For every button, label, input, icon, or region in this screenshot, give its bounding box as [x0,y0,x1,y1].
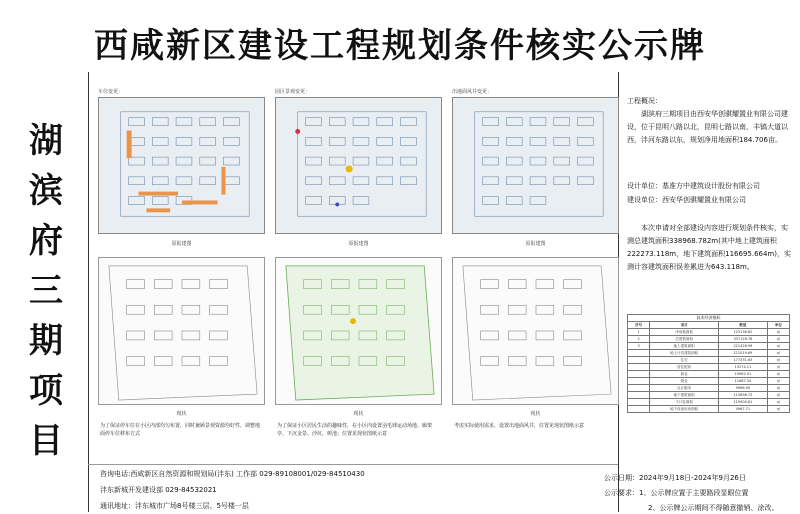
builder-unit: 建设单位：西安华创骐耀置业有限公司 [627,196,746,204]
table-cell: 115696.72 [719,392,768,399]
table-header-row [628,322,790,329]
table-cell: 19962.91 [719,371,768,378]
table-header-cell: 项目 [650,322,719,329]
table-row [628,329,790,336]
tech-econ-table [627,314,790,458]
table-cell: 净用地面积 [650,329,719,336]
table-row [628,350,790,357]
panel-label-parking: 车位变更： [98,89,124,95]
table-cell [628,350,650,357]
designer-unit: 设计单位：基准方中建筑设计股份有限公司 [627,182,760,190]
plan-vent-current [452,257,619,405]
caption-current: 现状 [176,411,187,417]
table-row [628,399,790,406]
office-phone: 沣东新城开发建设部 029-84532021 [100,486,217,494]
plan-vent-original [452,97,619,234]
table-cell: 221019.69 [719,350,768,357]
caption-original: 原报建图 [525,241,546,247]
table-cell [628,364,650,371]
table-cell: 总建筑面积 [650,336,719,343]
table-cell: 居住配套 [650,364,719,371]
table-cell: 地上计容建筑面积 [650,350,719,357]
footer-divider [88,464,618,465]
plan-landscape-original [275,97,442,234]
panel-label-vent: 出地面风井变更： [452,89,493,95]
note-parking: 为了保证停车位在小区内部均匀布置，同时兼顾景观资源均好性，调整地面停车位移布方式 [100,423,261,437]
landscape-highlight [295,129,352,206]
site-plan-drawing [99,258,264,404]
table-row [628,364,790,371]
table-row [628,357,790,364]
table-cell: ㎡ [767,399,789,406]
board-divider-left [88,72,89,512]
notice-requirement-2: 2、公示牌公示期间不得随意撤销、涂改。 [648,504,779,512]
table-header-cell: 序号 [628,322,650,329]
table-cell: 物业 [650,378,719,385]
table-row [628,385,790,392]
site-plan-drawing [99,98,264,233]
note-vent: 考虑实际使用需求，设置出地面风井，位置见现状图纸示意 [454,423,585,429]
table-cell: 住宅 [650,357,719,364]
table-cell [628,392,650,399]
table-row [628,371,790,378]
table-header-cell: 数值 [719,322,768,329]
table-cell: 337128.78 [719,336,768,343]
site-plan-drawing [276,98,441,233]
project-name-vertical [28,116,64,466]
caption-original: 原报建图 [171,241,192,247]
project-name-char: 府 [29,221,63,261]
table-row [628,378,790,385]
site-plan-drawing [453,98,618,233]
plan-parking-original [98,97,265,234]
board-title: 西咸新区建设工程规划条件核实公示牌 [94,26,706,66]
table-cell: ㎡ [767,378,789,385]
project-name-char: 三 [29,271,63,311]
table-cell: 4967.71 [719,406,768,413]
table-cell: 商业 [650,371,719,378]
table-cell [628,357,650,364]
public-notice-period: 公示日期：2024年9月18日-2024年9月26日 [604,474,746,482]
overview-heading: 工程概况： [627,97,662,105]
table-cell: 123136.82 [719,329,768,336]
table-cell: ㎡ [767,385,789,392]
table-cell: 地下建筑面积 [650,392,719,399]
overview-text: 湖滨府三期项目由西安华创骐耀置业有限公司建设，位于昆明八路以北，昆明七路以南，丰镐大道以西，沣河东路以东，规划净用地面积184.706亩。 [627,110,788,144]
table-cell: ㎡ [767,343,789,350]
site-plan-drawing [453,258,618,404]
table-cell: 不计容面积 [650,399,719,406]
table-row [628,392,790,399]
notice-requirement-1: 公示要求：1、公示牌应置于主要路段显眼位置 [604,489,749,497]
table-cell: 177331.63 [719,357,768,364]
table-cell: 地下设备用房面积 [650,406,719,413]
table-cell [628,406,650,413]
table-cell: 1 [628,329,650,336]
project-name-char: 目 [29,421,63,461]
table-row [628,343,790,350]
table-cell: 2 [628,336,650,343]
note-landscape: 为了保证小区居民生活的趣味性，在小区内设置羽毛球运动场地、廊架亭、下沉金景、沙坑、树池；位置见现状图纸示意 [277,423,433,437]
table-cell [628,399,650,406]
table-cell: ㎡ [767,336,789,343]
caption-current: 现状 [353,411,364,417]
table-cell: ㎡ [767,364,789,371]
plan-landscape-current [275,257,442,405]
project-name-char: 项 [29,371,63,411]
mailing-address: 通讯地址：沣东城市广场8号楼三层、5号楼一层 [100,502,249,510]
table-cell: ㎡ [767,329,789,336]
project-name-char: 湖 [29,121,63,161]
table-cell [628,385,650,392]
consult-phone: 咨询电话:西咸新区自然资源和规划局(沣东) 工作部 029-89108001/029-84510430 [100,470,365,478]
table-cell: 地上建筑面积 [650,343,719,350]
table-cell: 13274.11 [719,364,768,371]
table-cell [628,371,650,378]
table-cell: 3 [628,343,650,350]
panel-label-landscape: 园区景观变更： [275,89,311,95]
caption-current: 现状 [530,411,541,417]
table-cell: ㎡ [767,357,789,364]
table [627,321,790,413]
table-cell: 221426.96 [719,343,768,350]
table-cell: ㎡ [767,406,789,413]
table-cell: ㎡ [767,371,789,378]
caption-original: 原报建图 [348,241,369,247]
table-cell: ㎡ [767,350,789,357]
table-cell [628,378,650,385]
table-cell: 社区服务 [650,385,719,392]
site-plan-drawing [276,258,441,404]
table-cell: 9966.90 [719,385,768,392]
plan-parking-current [98,257,265,405]
approval-text: 本次申请对全部建设内容进行规划条件核实，实测总建筑面积338968.782m(其中地上建筑面积222273.118m，地下建筑面积116695.664m)，实测计容建筑面积误差累进为643.118m。 [627,224,791,271]
table-header-cell: 单位 [767,322,789,329]
table-title: 技术经济指标 [627,314,790,321]
table-cell: 11687.34 [719,378,768,385]
project-name-char: 期 [29,321,63,361]
table-cell: ㎡ [767,392,789,399]
table-row [628,406,790,413]
table-row [628,336,790,343]
table-cell: 110900.81 [719,399,768,406]
project-name-char: 滨 [29,171,63,211]
